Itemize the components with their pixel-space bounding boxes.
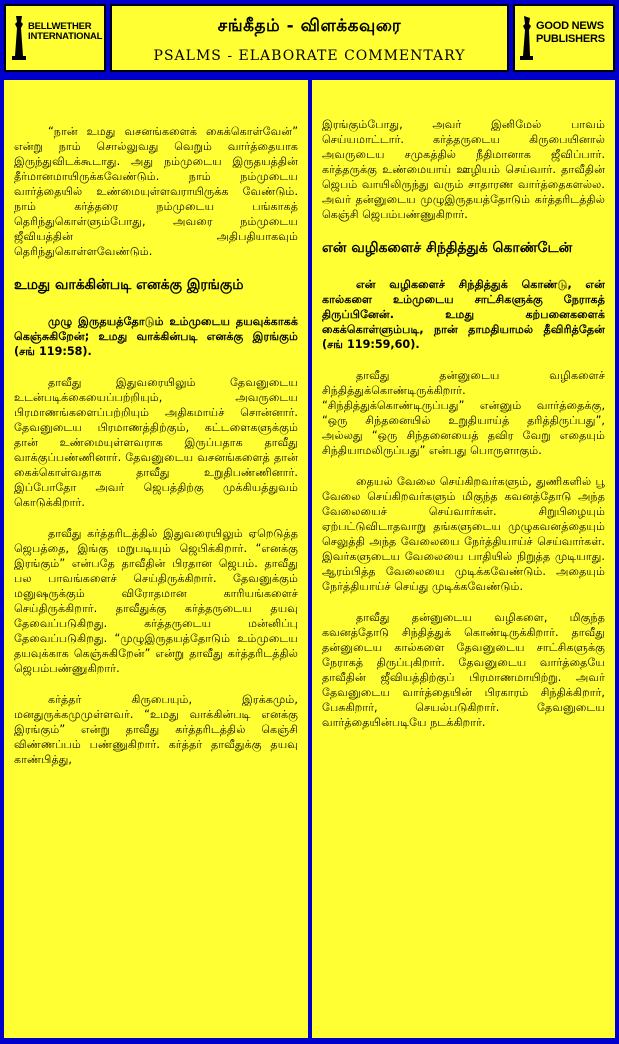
section-heading: என் வழிகளைச் சிந்தித்துக் கொண்டேன் xyxy=(322,240,573,256)
paragraph: கர்த்தர் கிருபையும், இரக்கமும், மனதுருக்கமுமுள்ளவர். “உமது வாக்கின்படி எனக்கு இரங்கும்” என்று தாவீது கர்த்தரிடத்தில் கெஞ்சி விண்ணப்பம் பண்ணுகிறார். கர்த்தர் தாவீதுக்கு தயவு காண்பித்து, xyxy=(14,693,298,766)
page-title-english: PSALMS - ELABORATE COMMENTARY xyxy=(153,48,466,64)
title-box xyxy=(110,4,509,72)
bellwether-logo xyxy=(4,4,106,72)
paragraph: தாவீது இதுவரையிலும் தேவனுடைய உடன்படிக்கையைப்பற்றியும், அவருடைய பிரமாணங்களைப்பற்றியும் அதிகமாய்ச் சொன்னார். தேவனுடைய பிரமாணத்திற்கும், கட்டளைகளுக்கும் தான் உண்மையுள்ளவராக இருப்பதாக தாவீது வாக்குப்பண்ணினார். தேவனுடைய வசனங்களைத் தான் கைக்கொள்வதாக தாவீது உறுதிபண்ணினார். இப்போதோ அவர் ஜெபத்திற்கு முக்கியத்துவம் கொடுக்கிறார். xyxy=(14,376,298,509)
paragraph: தாவீது தன்னுடைய வழிகளை, மிகுந்த கவனத்தோடு சிந்தித்துக் கொண்டிருக்கிறார். தாவீது தன்னுடைய கால்களை தேவனுடைய சாட்சிகளுக்கு நேராகத் திருப்புகிறார். தேவனுடைய வார்த்தையே தாவீதின் ஜீவியத்திற்குப் பிரமாணமாயிற்று. அவர் தேவனுடைய வார்த்தையின் பிரகாரம் சிந்திக்கிறார், பேசுகிறார், செயல்படுகிறார். தேவனுடைய வார்த்தையின்படியே நடக்கிறார். xyxy=(322,611,605,729)
section-heading: உமது வாக்கின்படி எனக்கு இரங்கும் xyxy=(14,277,244,293)
page-title-tamil: சங்கீதம் - விளக்கவுரை xyxy=(217,16,402,36)
bellwether-logo-text: BELLWETHER INTERNATIONAL xyxy=(28,21,103,42)
paragraph: தாவீது கர்த்தரிடத்தில் இதுவரையிலும் ஏறெடுத்த ஜெபத்தை, இங்கு மறுபடியும் ஜெபிக்கிறார். “எனக்கு இரங்கும்” என்பதே தாவீதின் பிரதான ஜெபம். தாவீது பல பாவங்களைச் செய்திருக்கிறார். தேவனுக்கும் மனுஷருக்கும் விரோதமான காரியங்களைச் செய்திருக்கிறார். தாவீதுக்கு கர்த்தருடைய தயவு தேவைப்படுகிறது. கர்த்தருடைய மன்னிப்பு தேவைப்படுகிறது. “முழுஇருதயத்தோடும் உம்முடைய தயவுக்காக கெஞ்சுகிறேன்” என்று தாவீது கர்த்தரிடத்தில் ஜெபம்பண்ணுகிறார். xyxy=(14,527,298,675)
good-news-logo-graphic xyxy=(515,6,613,70)
paragraph: தாவீது தன்னுடைய வழிகளைச் சிந்தித்துக்கொண்டிருக்கிறார். “சிந்தித்துக்கொண்டிருப்பது” என்னும் வார்த்தைக்கு, “ஒரு சிந்தனையில் உறுதியாய்த் தரித்திருப்பது”, அல்லது “ஒரு சிந்தனையைத் தவிர வேறு எதையும் சிந்தியாமலிருப்பது” என்பது பொருளாகும். xyxy=(322,369,605,457)
bellwether-logo-graphic xyxy=(6,6,104,70)
paragraph: தையல் வேலை செய்கிறவர்களும், துணிகளில் பூ வேலை செய்கிறவர்களும் மிகுந்த கவனத்தோடு அந்த வேலையைச் செய்வார்கள். சிறுபிழையும் ஏற்பட்டுவிடாதவாறு தங்களுடைய முழுகவனத்தையும் செலுத்தி அந்த வேலையை நேர்த்தியாய்ச் செய்வார்கள். இவர்களுடைய வேலையை பாதியில் நிறுத்த முடியாது. ஆரம்பித்த வேலையை முடிக்கவேண்டும். அதையும் நேர்த்தியாய்ச் செய்து முடிக்கவேண்டும். xyxy=(322,475,605,593)
page-header xyxy=(0,0,619,78)
paragraph: இரங்கும்போது, அவர் இனிமேல் பாவம் செய்யமாட்டார். கர்த்தருடைய கிருபையினால் அவருடைய சமுகத்தில் நீதிமானாக ஜீவிப்பார். கர்த்தருக்கு உண்மையாய் ஊழியம் செய்வார். தாவீதின் ஜெபம் வாயிலிருந்து வரும் சாதாரண வார்த்தைகளல்ல. அவர் தன்னுடைய முழுஇருதயத்தோடும் கர்த்தரிடத்தில் கெஞ்சி ஜெபம்பண்ணுகிறார். xyxy=(322,118,605,221)
good-news-logo xyxy=(513,4,615,72)
scripture-verse: முழு இருதயத்தோடும் உம்முடைய தயவுக்காகக் கெஞ்சுகிறேன்; உமது வாக்கின்படி எனக்கு இரங்கும் (சங் 119:58). xyxy=(14,315,298,358)
paragraph: “நான் உமது வசனங்களைக் கைக்கொள்வேன்” என்று நாம் சொல்லுவது வெறும் வார்த்தையாக இருந்துவிடக்கூடாது. அது நம்முடைய இருதயத்தின் தீர்மானமாயிருக்கவேண்டும். நாம் நம்முடைய வார்த்தையில் உண்மையுள்ளவராயிருக்க வேண்டும். நாம் கர்த்தரை நம்முடைய பங்காகத் தெரிந்துகொள்ளும்போது, அவரை நம்முடைய ஜீவியத்தின் அதிபதியாகவும் தெரிந்துகொள்ளவேண்டும். xyxy=(14,125,298,258)
right-column xyxy=(312,80,615,1038)
left-column xyxy=(4,80,308,1038)
scripture-verse: என் வழிகளைச் சிந்தித்துக் கொண்டு, என் கால்களை உம்முடைய சாட்சிகளுக்கு நேராகத் திருப்பினேன். உமது கற்பனைகளைக் கைக்கொள்ளும்படி, நான் தாமதியாமல் தீவிரித்தேன் (சங் 119:59,60). xyxy=(322,278,605,351)
good-news-logo-text: GOOD NEWS PUBLISHERS xyxy=(536,20,605,45)
